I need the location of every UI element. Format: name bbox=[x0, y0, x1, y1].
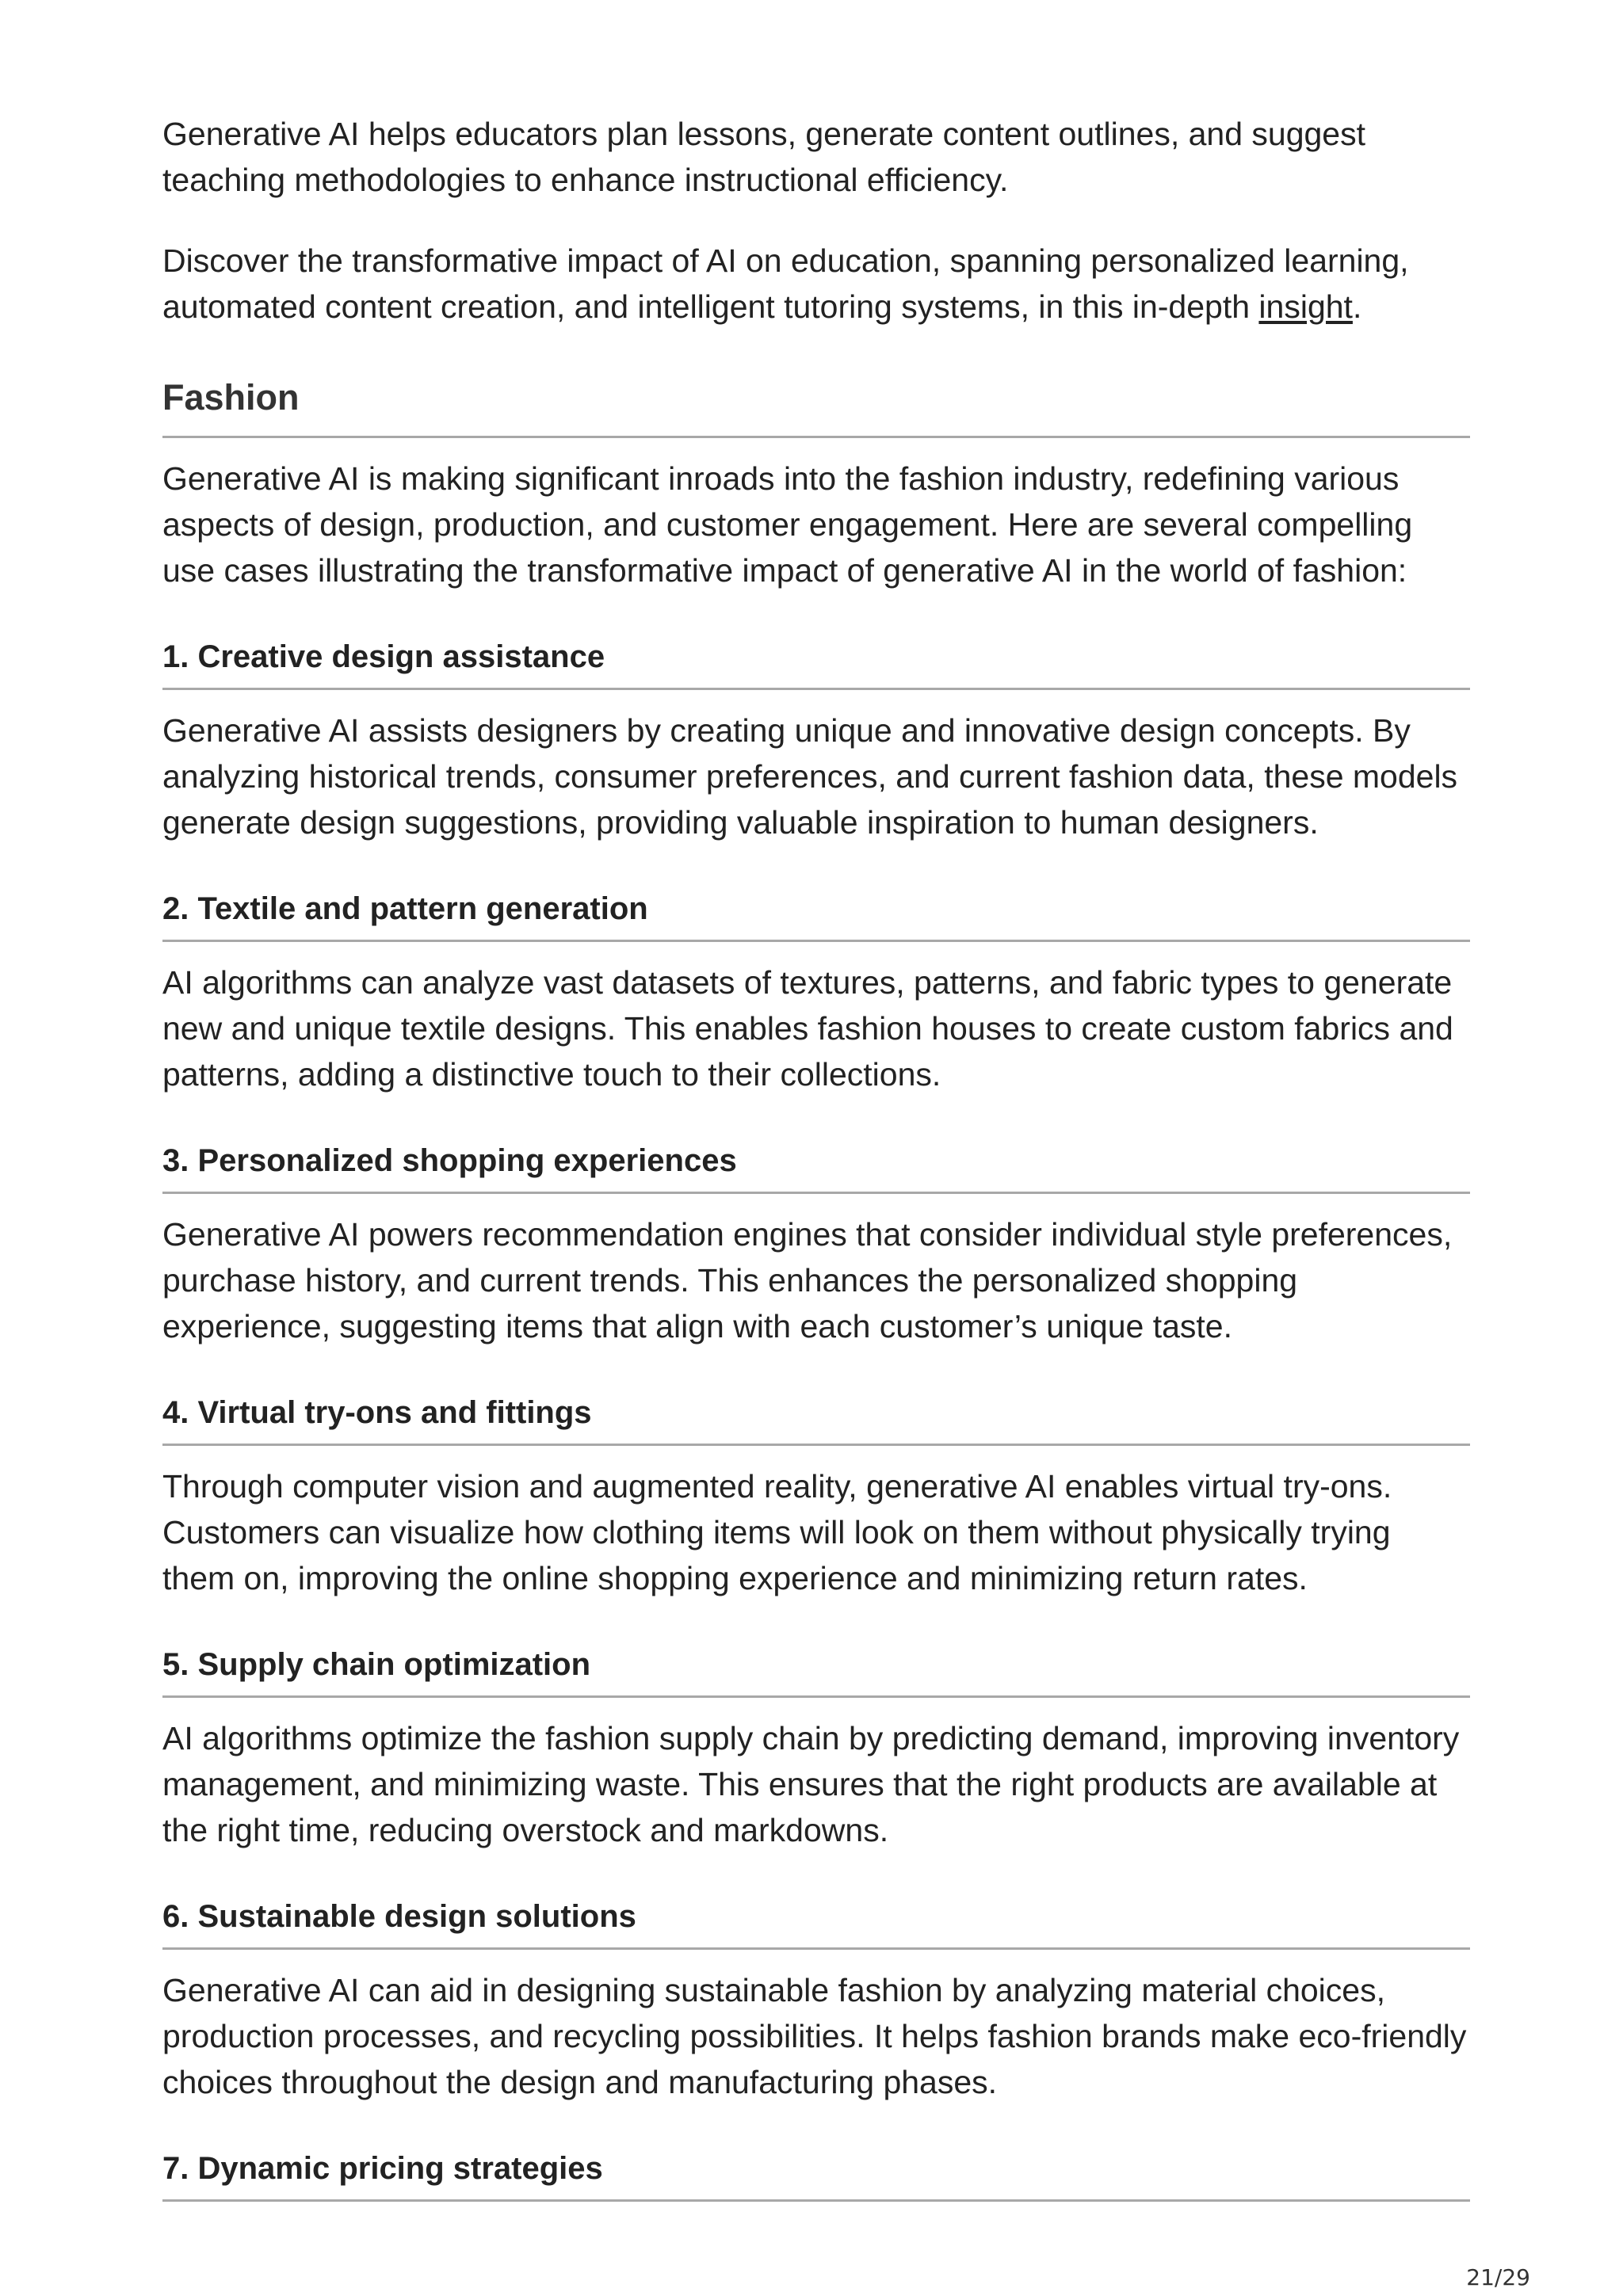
subheading-personalized-shopping: 3. Personalized shopping experiences bbox=[162, 1132, 1470, 1194]
insight-paragraph-end: . bbox=[1352, 288, 1362, 325]
paragraph-supply-chain: AI algorithms optimize the fashion supply chain by predicting demand, improving inventory management, and minimizing waste. This ensures that the right products are available at the right time, reducing overstock and markdowns. bbox=[162, 1720, 1460, 1848]
subheading-dynamic-pricing: 7. Dynamic pricing strategies bbox=[162, 2140, 1470, 2202]
subheading-textile-pattern: 2. Textile and pattern generation bbox=[162, 880, 1470, 942]
paragraph-textile-pattern: AI algorithms can analyze vast datasets of textures, patterns, and fabric types to generate new and unique textile designs. This enables fashion houses to create custom fabrics and patterns, adding a distinctive touch to their collections. bbox=[162, 964, 1453, 1093]
document-page bbox=[162, 111, 1470, 2219]
paragraph-creative-design: Generative AI assists designers by creating unique and innovative design concepts. By analyzing historical trends, consumer preferences, and current fashion data, these models generate design suggestions, providing valuable inspiration to human designers. bbox=[162, 712, 1458, 841]
insight-paragraph bbox=[162, 238, 1470, 330]
page-number: 21/29 bbox=[1466, 2264, 1530, 2290]
insight-link[interactable]: insight bbox=[1258, 288, 1353, 325]
paragraph-sustainable-design: Generative AI can aid in designing sustainable fashion by analyzing material choices, production processes, and recycling possibilities. It helps fashion brands make eco-friendly choices throughout the design and manufacturing phases. bbox=[162, 1972, 1467, 2100]
insight-paragraph-text: Discover the transformative impact of AI on education, spanning personalized learning, automated content creation, and intelligent tutoring systems, in this in-depth bbox=[162, 242, 1409, 325]
fashion-intro-paragraph: Generative AI is making significant inroads into the fashion industry, redefining various aspects of design, production, and customer engagement. Here are several compelling use cases illustrating the transformative impact of generative AI in the world of fashion: bbox=[162, 460, 1413, 589]
intro-paragraph: Generative AI helps educators plan lessons, generate content outlines, and suggest teaching methodologies to enhance instructional efficiency. bbox=[162, 116, 1366, 198]
subheading-sustainable-design: 6. Sustainable design solutions bbox=[162, 1888, 1470, 1950]
subheading-creative-design: 1. Creative design assistance bbox=[162, 628, 1470, 690]
subheading-supply-chain: 5. Supply chain optimization bbox=[162, 1636, 1470, 1698]
paragraph-virtual-try-ons: Through computer vision and augmented reality, generative AI enables virtual try-ons. Customers can visualize how clothing items will look on them without physically trying them on, improving the online shopping experience and minimizing return rates. bbox=[162, 1468, 1392, 1596]
paragraph-personalized-shopping: Generative AI powers recommendation engines that consider individual style preferences, purchase history, and current trends. This enhances the personalized shopping experience, suggesting items that align with each customer’s unique taste. bbox=[162, 1216, 1453, 1344]
section-heading-fashion: Fashion bbox=[162, 364, 1470, 438]
subheading-virtual-try-ons: 4. Virtual try-ons and fittings bbox=[162, 1384, 1470, 1446]
